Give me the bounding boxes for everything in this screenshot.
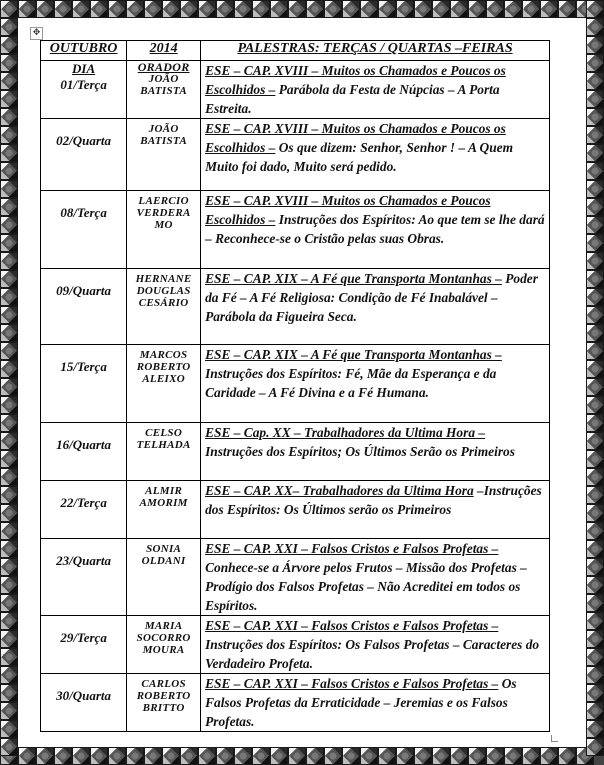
border-stud [90, 0, 108, 18]
speaker-cell [127, 481, 201, 539]
lecture-topics: Os que dizem: Senhor, Senhor ! – A Quem Muito foi dado, Muito será pedido. [205, 140, 514, 174]
date-cell [41, 481, 127, 539]
border-stud [0, 468, 18, 486]
speaker-name: MARIA SOCORRO MOURA [136, 620, 191, 656]
lecture-topics: Os Falsos Profetas da Erraticidade – Jeremias e os Falsos Profetas. [205, 676, 517, 729]
date-cell [41, 269, 127, 345]
border-stud [586, 234, 604, 252]
speaker-name: MARCOS ROBERTO ALEIXO [136, 349, 191, 385]
border-stud [216, 0, 234, 18]
border-bottom [0, 747, 604, 765]
border-stud [360, 747, 378, 765]
border-stud [198, 0, 216, 18]
border-stud [360, 0, 378, 18]
border-right [586, 0, 604, 765]
speaker-cell [127, 191, 201, 269]
border-stud [0, 54, 18, 72]
border-stud [586, 18, 604, 36]
lecture-title: ESE – CAP. XVIII – Muitos os Chamados e Poucos os Escolhidos – [205, 121, 506, 155]
lecture-cell [201, 119, 550, 191]
border-stud [342, 747, 360, 765]
border-stud [0, 612, 18, 630]
border-stud [586, 432, 604, 450]
lecture-topics: Conhece-se a Árvore pelos Frutos – Missão dos Profetas – Prodígio dos Falsos Profetas – Não Acreditei em todos os Espíritos. [205, 560, 527, 613]
date-text: 30/Quarta [56, 688, 112, 703]
lecture-topics: Instruções dos Espíritos; Os Últimos Serão os Primeiros [205, 444, 515, 459]
date-cell [41, 539, 127, 616]
border-stud [0, 216, 18, 234]
table-row [41, 61, 550, 119]
header-month: OUTUBRO [41, 41, 127, 61]
lecture-title: ESE – CAP. XVIII – Muitos os Chamados e Poucos os Escolhidos – [205, 63, 506, 97]
border-stud [0, 144, 18, 162]
border-stud [522, 747, 540, 765]
border-stud [586, 360, 604, 378]
border-stud [586, 540, 604, 558]
speaker-cell [127, 674, 201, 732]
table-row [41, 119, 550, 191]
border-stud [586, 90, 604, 108]
border-stud [0, 414, 18, 432]
border-stud [0, 90, 18, 108]
border-stud [144, 0, 162, 18]
border-stud [0, 576, 18, 594]
border-stud [586, 324, 604, 342]
border-stud [0, 504, 18, 522]
table-row [41, 674, 550, 732]
border-stud [324, 747, 342, 765]
border-stud [0, 486, 18, 504]
border-stud [0, 270, 18, 288]
border-stud [414, 747, 432, 765]
date-text: 09/Quarta [56, 283, 112, 298]
border-stud [180, 747, 198, 765]
table-row [41, 481, 550, 539]
lecture-title: ESE – CAP. XIX – A Fé que Transporta Montanhas – [205, 347, 502, 362]
table-row [41, 269, 550, 345]
border-stud [450, 747, 468, 765]
border-stud [432, 0, 450, 18]
date-text: 23/Quarta [56, 553, 112, 568]
border-stud [0, 558, 18, 576]
lecture-cell [201, 481, 550, 539]
border-stud [0, 666, 18, 684]
date-text: 29/Terça [60, 630, 107, 645]
table-row [41, 616, 550, 674]
border-stud [586, 594, 604, 612]
border-stud [586, 720, 604, 738]
border-stud [288, 747, 306, 765]
border-stud [486, 747, 504, 765]
border-stud [586, 270, 604, 288]
speaker-cell [127, 269, 201, 345]
border-stud [586, 684, 604, 702]
border-stud [586, 252, 604, 270]
speaker-name: ALMIR AMORIM [139, 485, 188, 509]
border-stud [586, 702, 604, 720]
border-stud [162, 0, 180, 18]
speaker-name: HERNANE DOUGLAS CESÁRIO [135, 273, 192, 309]
border-stud [0, 72, 18, 90]
date-text: 08/Terça [60, 205, 107, 220]
border-stud [162, 747, 180, 765]
lecture-cell [201, 61, 550, 119]
date-cell [41, 674, 127, 732]
border-stud [0, 36, 18, 54]
header-year: 2014 [127, 41, 201, 61]
lecture-cell [201, 191, 550, 269]
border-stud [586, 630, 604, 648]
lecture-cell [201, 423, 550, 481]
border-stud [586, 0, 604, 18]
border-stud [288, 0, 306, 18]
lecture-topics: Instruções dos Espíritos: Fé, Mãe da Esperança e da Caridade – A Fé Divina e a Fé Humana. [205, 366, 497, 400]
speaker-name: SONIA OLDANI [141, 543, 186, 567]
speaker-cell [127, 539, 201, 616]
border-stud [0, 540, 18, 558]
speaker-name: CARLOS ROBERTO BRITTO [136, 678, 191, 714]
header-row [41, 41, 550, 61]
lecture-title: ESE – CAP. XIX – A Fé que Transporta Montanhas – [205, 271, 502, 286]
border-stud [586, 414, 604, 432]
border-stud [540, 747, 558, 765]
border-stud [144, 747, 162, 765]
border-stud [0, 234, 18, 252]
border-stud [486, 0, 504, 18]
lecture-topics: Instruções dos Espíritos: Os Falsos Profetas – Caracteres do Verdadeiro Profeta. [205, 637, 540, 671]
border-stud [586, 162, 604, 180]
table-move-handle-icon[interactable]: ✥ [30, 27, 43, 40]
speaker-name: JOÃO BATISTA [140, 73, 187, 97]
border-stud [0, 396, 18, 414]
border-stud [558, 747, 576, 765]
border-stud [504, 0, 522, 18]
border-stud [0, 360, 18, 378]
border-stud [414, 0, 432, 18]
border-stud [234, 0, 252, 18]
border-stud [586, 468, 604, 486]
border-stud [0, 522, 18, 540]
border-stud [586, 396, 604, 414]
speaker-name: CELSO TELHADA [136, 427, 191, 451]
border-left [0, 0, 18, 765]
border-stud [0, 594, 18, 612]
border-stud [586, 504, 604, 522]
border-stud [0, 198, 18, 216]
document-page [40, 40, 553, 735]
border-stud [0, 630, 18, 648]
border-stud [586, 576, 604, 594]
border-stud [0, 648, 18, 666]
border-stud [586, 342, 604, 360]
lecture-cell [201, 269, 550, 345]
border-stud [126, 0, 144, 18]
lecture-cell [201, 539, 550, 616]
border-stud [586, 486, 604, 504]
lecture-cell [201, 674, 550, 732]
border-stud [468, 0, 486, 18]
border-stud [18, 747, 36, 765]
border-stud [0, 342, 18, 360]
lecture-title: ESE – CAP. XXI – Falsos Cristos e Falsos Profetas – [205, 676, 499, 691]
border-stud [586, 144, 604, 162]
border-stud [450, 0, 468, 18]
border-stud [0, 252, 18, 270]
border-stud [0, 180, 18, 198]
speaker-name: JOÃO BATISTA [140, 123, 187, 147]
border-stud [108, 747, 126, 765]
date-cell [41, 191, 127, 269]
border-stud [586, 72, 604, 90]
border-stud [324, 0, 342, 18]
border-stud [378, 747, 396, 765]
lecture-topics: Instruções dos Espíritos: Ao que tem se lhe dará – Reconhece-se o Cristão pelas suas Obras. [205, 212, 545, 246]
speaker-cell [127, 61, 201, 119]
border-stud [54, 747, 72, 765]
speaker-cell [127, 423, 201, 481]
border-stud [586, 288, 604, 306]
table-row [41, 539, 550, 616]
border-stud [586, 198, 604, 216]
border-stud [586, 666, 604, 684]
border-stud [252, 747, 270, 765]
date-text: 16/Quarta [56, 437, 112, 452]
border-stud [586, 180, 604, 198]
border-stud [198, 747, 216, 765]
speaker-name: LAERCIO VERDERA MO [136, 195, 191, 231]
border-stud [0, 126, 18, 144]
border-stud [0, 108, 18, 126]
border-stud [0, 18, 18, 36]
date-cell [41, 345, 127, 423]
border-stud [432, 747, 450, 765]
border-stud [270, 0, 288, 18]
speaker-cell [127, 616, 201, 674]
border-stud [586, 378, 604, 396]
border-top [0, 0, 604, 18]
border-stud [396, 0, 414, 18]
lecture-topics: Poder da Fé – A Fé Religiosa: Condição de Fé Inabalável – Parábola da Figueira Seca. [205, 271, 538, 324]
border-stud [0, 450, 18, 468]
border-stud [0, 162, 18, 180]
table-row [41, 423, 550, 481]
date-text: 01/Terça [60, 77, 107, 92]
border-stud [586, 612, 604, 630]
speaker-cell [127, 119, 201, 191]
border-stud [72, 0, 90, 18]
header-title: PALESTRAS: TERÇAS / QUARTAS –FEIRAS [201, 41, 550, 61]
lecture-title: ESE – CAP. XXI – Falsos Cristos e Falsos Profetas – [205, 618, 499, 633]
border-stud [586, 306, 604, 324]
border-stud [126, 747, 144, 765]
date-cell [41, 61, 127, 119]
border-stud [36, 0, 54, 18]
lecture-title: ESE – CAP. XVIII – Muitos os Chamados e Poucos Escolhidos – [205, 193, 491, 227]
border-stud [72, 747, 90, 765]
border-stud [0, 720, 18, 738]
border-stud [90, 747, 108, 765]
border-stud [108, 0, 126, 18]
date-cell [41, 616, 127, 674]
border-stud [540, 0, 558, 18]
border-stud [36, 747, 54, 765]
schedule-table [40, 40, 550, 732]
border-stud [306, 0, 324, 18]
date-text: 22/Terça [60, 495, 107, 510]
border-stud [586, 54, 604, 72]
border-stud [468, 747, 486, 765]
border-stud [586, 216, 604, 234]
border-stud [0, 684, 18, 702]
border-stud [586, 558, 604, 576]
lecture-title: ESE – Cap. XX – Trabalhadores da Ultima Hora – [205, 425, 486, 440]
day-label: DIA [72, 61, 96, 76]
date-text: 02/Quarta [56, 133, 112, 148]
lecture-title: ESE – CAP. XX– Trabalhadores da Ultima Hora [205, 483, 474, 498]
table-row [41, 191, 550, 269]
border-stud [0, 288, 18, 306]
end-of-cell-mark [551, 735, 558, 742]
border-stud [586, 126, 604, 144]
border-stud [586, 648, 604, 666]
speaker-label: ORADOR [137, 60, 190, 74]
border-stud [270, 747, 288, 765]
border-stud [180, 0, 198, 18]
border-stud [586, 108, 604, 126]
lecture-title: ESE – CAP. XXI – Falsos Cristos e Falsos Profetas – [205, 541, 499, 556]
border-stud [378, 0, 396, 18]
border-stud [504, 747, 522, 765]
border-stud [396, 747, 414, 765]
border-stud [0, 324, 18, 342]
border-stud [558, 0, 576, 18]
border-stud [18, 0, 36, 18]
date-cell [41, 423, 127, 481]
border-stud [586, 738, 604, 756]
border-stud [0, 702, 18, 720]
lecture-topics: –Instruções dos Espíritos: Os Últimos serão os Primeiros [205, 483, 542, 517]
border-stud [252, 0, 270, 18]
lecture-topics: Parábola da Festa de Núpcias – A Porta Estreita. [205, 82, 500, 116]
border-stud [0, 306, 18, 324]
border-stud [234, 747, 252, 765]
table-row [41, 345, 550, 423]
lecture-cell [201, 616, 550, 674]
border-stud [0, 738, 18, 756]
date-text: 15/Terça [60, 359, 107, 374]
border-stud [0, 378, 18, 396]
speaker-cell [127, 345, 201, 423]
border-stud [586, 522, 604, 540]
border-stud [342, 0, 360, 18]
lecture-cell [201, 345, 550, 423]
border-stud [586, 450, 604, 468]
border-stud [586, 36, 604, 54]
border-stud [54, 0, 72, 18]
border-stud [0, 432, 18, 450]
date-cell [41, 119, 127, 191]
border-stud [522, 0, 540, 18]
border-stud [216, 747, 234, 765]
border-stud [306, 747, 324, 765]
border-stud [0, 0, 18, 18]
